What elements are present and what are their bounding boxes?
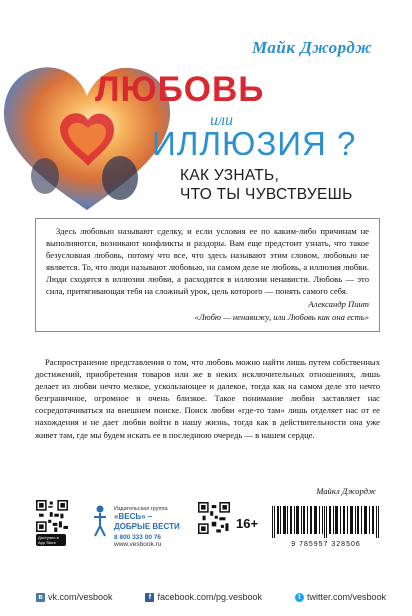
publisher-group: Издательская группа bbox=[114, 506, 168, 512]
publisher-name-2: ДОБРЫЕ ВЕСТИ bbox=[114, 522, 180, 531]
twitter-link-text: twitter.com/vesbook bbox=[306, 592, 386, 602]
quote-book-title: «Любю — ненавижу, или Любовь как она есть» bbox=[194, 311, 369, 322]
vk-link-text: vk.com/vesbook bbox=[48, 592, 113, 602]
subtitle bbox=[180, 166, 353, 204]
qr-code-right bbox=[198, 502, 230, 534]
app-store-line-1: Доступно в bbox=[38, 535, 59, 540]
title-or: или bbox=[210, 112, 233, 129]
publisher-phone: 8 800 333 00 76 bbox=[114, 534, 161, 541]
social-links bbox=[36, 592, 386, 602]
facebook-icon: f bbox=[145, 593, 154, 602]
subtitle-line-1: КАК УЗНАТЬ, bbox=[180, 167, 280, 184]
app-store-badge[interactable] bbox=[36, 534, 66, 546]
publisher-info bbox=[114, 506, 180, 548]
isbn-barcode bbox=[270, 506, 382, 546]
title-illusion: ИЛЛЮЗИЯ ? bbox=[152, 125, 357, 162]
isbn-digits: 9 785957 328506 bbox=[291, 541, 361, 548]
quote-text: Здесь любовью называют сделку, и если условия ее по каким-либо причинам не выполняются, возникают конфликты и раздоры. Вам еще предстоит узнать, что такое безусловная любовь, потому что все, что здесь называют этим словом, любовью не является. То, что люди называют любовью, на самом деле не любовь, а иллюзия любви. Люди сходятся в иллюзии любви, а расходятся в иллюзии ненависти. Любовь — это сила, притягивающая тебя на сложный урок, цель которого — понять самого себя. bbox=[46, 226, 369, 297]
quote-author: Александр Пинт bbox=[308, 298, 369, 309]
publisher-site[interactable]: www.vesbook.ru bbox=[114, 541, 162, 548]
twitter-link[interactable] bbox=[295, 592, 386, 602]
title-love: ЛЮБОВЬ bbox=[95, 70, 265, 109]
twitter-icon: t bbox=[295, 593, 304, 602]
age-rating: 16+ bbox=[236, 516, 259, 531]
publisher-logo-icon bbox=[90, 504, 110, 538]
qr-code-left bbox=[36, 500, 68, 532]
facebook-link[interactable] bbox=[145, 592, 262, 602]
back-cover-footer bbox=[32, 500, 384, 600]
subtitle-line-2: ЧТО ТЫ ЧУВСТВУЕШЬ bbox=[180, 186, 353, 203]
quote-box bbox=[35, 218, 380, 332]
author-name: Майк Джордж bbox=[252, 38, 372, 57]
facebook-link-text: facebook.com/pg.vesbook bbox=[157, 592, 263, 602]
publisher-name-1: «ВЕСЬ» – bbox=[114, 512, 153, 521]
app-store-line-2: App Store bbox=[38, 540, 56, 545]
vk-icon: в bbox=[36, 593, 45, 602]
vk-link[interactable] bbox=[36, 592, 113, 602]
annotation-signature: Майкл Джордж bbox=[316, 486, 376, 496]
annotation-text: Распространение представления о том, что любовь можно найти лишь путем собственных достижений, приобретения товаров или же в неких исключительных отношениях, лишь делает из любви нечто мелкое, ускользающее и далекое, тогда как на самом деле это нечто безграничное, огромное и очень близкое. Такое понимание любви заставляет нас сосредотачиваться на внешнем поиске. Поиск любви «где-то там» лишь отделяет нас от ее нахождения и не дает любви войти в нашу жизнь, тогда как в действительности она уже живет там, где мы будем искать ее в последнюю очередь — в нашем сердце. bbox=[35, 357, 380, 440]
barcode-bars bbox=[270, 506, 382, 538]
